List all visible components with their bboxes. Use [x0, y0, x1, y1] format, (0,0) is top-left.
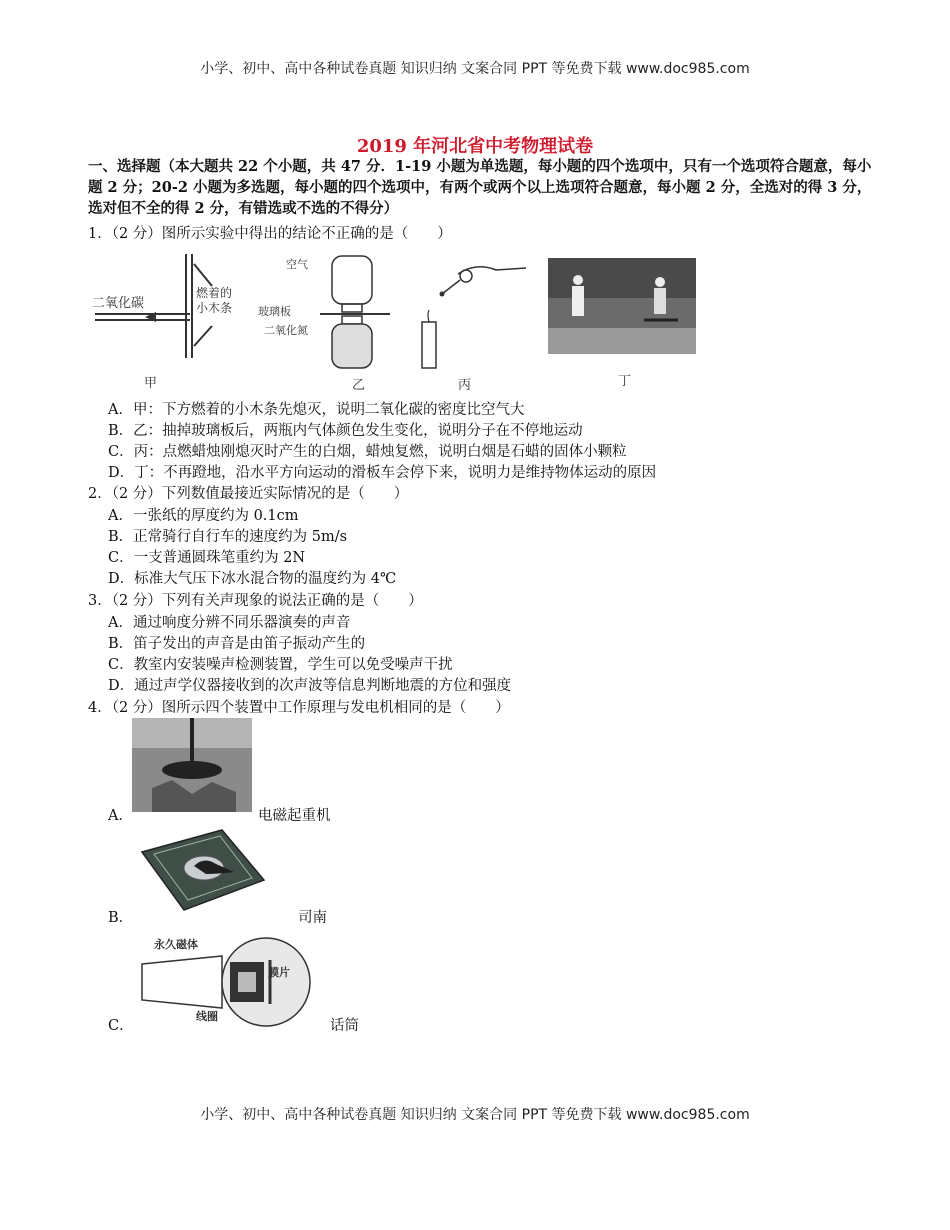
crane-photo [132, 718, 252, 812]
q2-option-a[interactable]: A．一张纸的厚度约为 0.1cm [108, 508, 299, 524]
mic-film-label: 膜片 [268, 966, 290, 979]
burning-stick-top [194, 264, 212, 286]
q4-option-a-letter[interactable]: A． [108, 808, 133, 824]
fig-bing-label: 丙 [458, 378, 472, 393]
mic-handle-icon [142, 956, 222, 1008]
candle-icon [422, 322, 436, 368]
fig-ding-label: 丁 [618, 374, 632, 389]
q3-option-d[interactable]: D．通过声学仪器接收到的次声波等信息判断地震的方位和强度 [108, 678, 512, 694]
q4-option-b-letter[interactable]: B． [108, 910, 134, 926]
figure-ding-photo [548, 258, 696, 354]
q1-option-d[interactable]: D．丁：不再蹬地，沿水平方向运动的滑板车会停下来，说明力是维持物体运动的原因 [108, 465, 657, 481]
q4-option-c-letter[interactable]: C． [108, 1018, 134, 1034]
page-title: 2019 年河北省中考物理试卷 [356, 136, 594, 157]
glass-label: 玻璃板 [258, 305, 291, 318]
electromagnet-icon [162, 761, 222, 779]
q1-option-a[interactable]: A．甲：下方燃着的小木条先熄灭，说明二氧化碳的密度比空气大 [108, 402, 525, 418]
no2-label: 二氧化氮 [264, 324, 308, 337]
q2-option-c[interactable]: C．一支普通圆珠笔重约为 2N [108, 550, 306, 566]
question-2-stem: 2．（2 分）下列数值最接近实际情况的是（ ） [88, 486, 409, 502]
fig-yi-label: 乙 [352, 378, 366, 393]
air-label: 空气 [286, 258, 308, 271]
skater-icon [655, 277, 665, 287]
question-3-stem: 3．（2 分）下列有关声现象的说法正确的是（ ） [88, 593, 423, 609]
q2-option-b[interactable]: B．正常骑行自行车的速度约为 5m/s [108, 529, 348, 545]
section-intro: 一、选择题（本大题共 22 个小题，共 47 分．1-19 小题为单选题，每小题的四个选项中，只有一个选项符合题意，每小题 2 分；20-2 小题为多选题，每小题的四个选项中，有两个或两个以上选项符合题意，每小题 2 分，全选对的得 3 分，选对但不全的得 2 分，有错选或不选的不得分） [88, 158, 872, 217]
q4-option-c-caption: 话筒 [330, 1018, 359, 1034]
page-header: 小学、初中、高中各种试卷真题 知识归纳 文案合同 PPT 等免费下载 www.doc985.com [200, 61, 750, 77]
figure-yi [320, 254, 400, 372]
question-1-stem: 1．（2 分）图所示实验中得出的结论不正确的是（ ） [88, 226, 452, 242]
q4-option-b-caption: 司南 [298, 910, 327, 926]
mic-magnet-label: 永久磁体 [154, 938, 198, 951]
coil-icon [238, 972, 256, 992]
question-4-stem: 4．（2 分）图所示四个装置中工作原理与发电机相同的是（ ） [88, 700, 510, 716]
page-footer: 小学、初中、高中各种试卷真题 知识归纳 文案合同 PPT 等免费下载 www.doc985.com [200, 1107, 750, 1123]
q3-option-a[interactable]: A．通过响度分辨不同乐器演奏的声音 [108, 615, 351, 631]
top-bottle [332, 256, 372, 304]
burning-stick-bottom [194, 326, 212, 346]
fig-jia-label: 甲 [144, 376, 158, 391]
q4-option-a-caption: 电磁起重机 [258, 808, 331, 824]
mic-coil-label: 线圈 [196, 1010, 218, 1023]
q3-option-b[interactable]: B．笛子发出的声音是由笛子振动产生的 [108, 636, 366, 652]
sinan-photo [132, 822, 272, 916]
match-icon [442, 280, 460, 294]
q2-option-d[interactable]: D．标准大气压下冰水混合物的温度约为 4℃ [108, 571, 397, 587]
person-icon [573, 275, 583, 285]
bottom-bottle [332, 324, 372, 368]
q3-option-c[interactable]: C．教室内安装噪声检测装置，学生可以免受噪声干扰 [108, 657, 453, 673]
stick-label: 燃着的小木条 [196, 286, 233, 315]
q1-option-c[interactable]: C．丙：点燃蜡烛刚熄灭时产生的白烟，蜡烛复燃，说明白烟是石蜡的固体小颗粒 [108, 444, 627, 460]
q1-option-b[interactable]: B．乙：抽掉玻璃板后，两瓶内气体颜色发生变化，说明分子在不停地运动 [108, 423, 583, 439]
figure-bing [418, 254, 528, 372]
co2-label: 二氧化碳 [92, 296, 145, 311]
